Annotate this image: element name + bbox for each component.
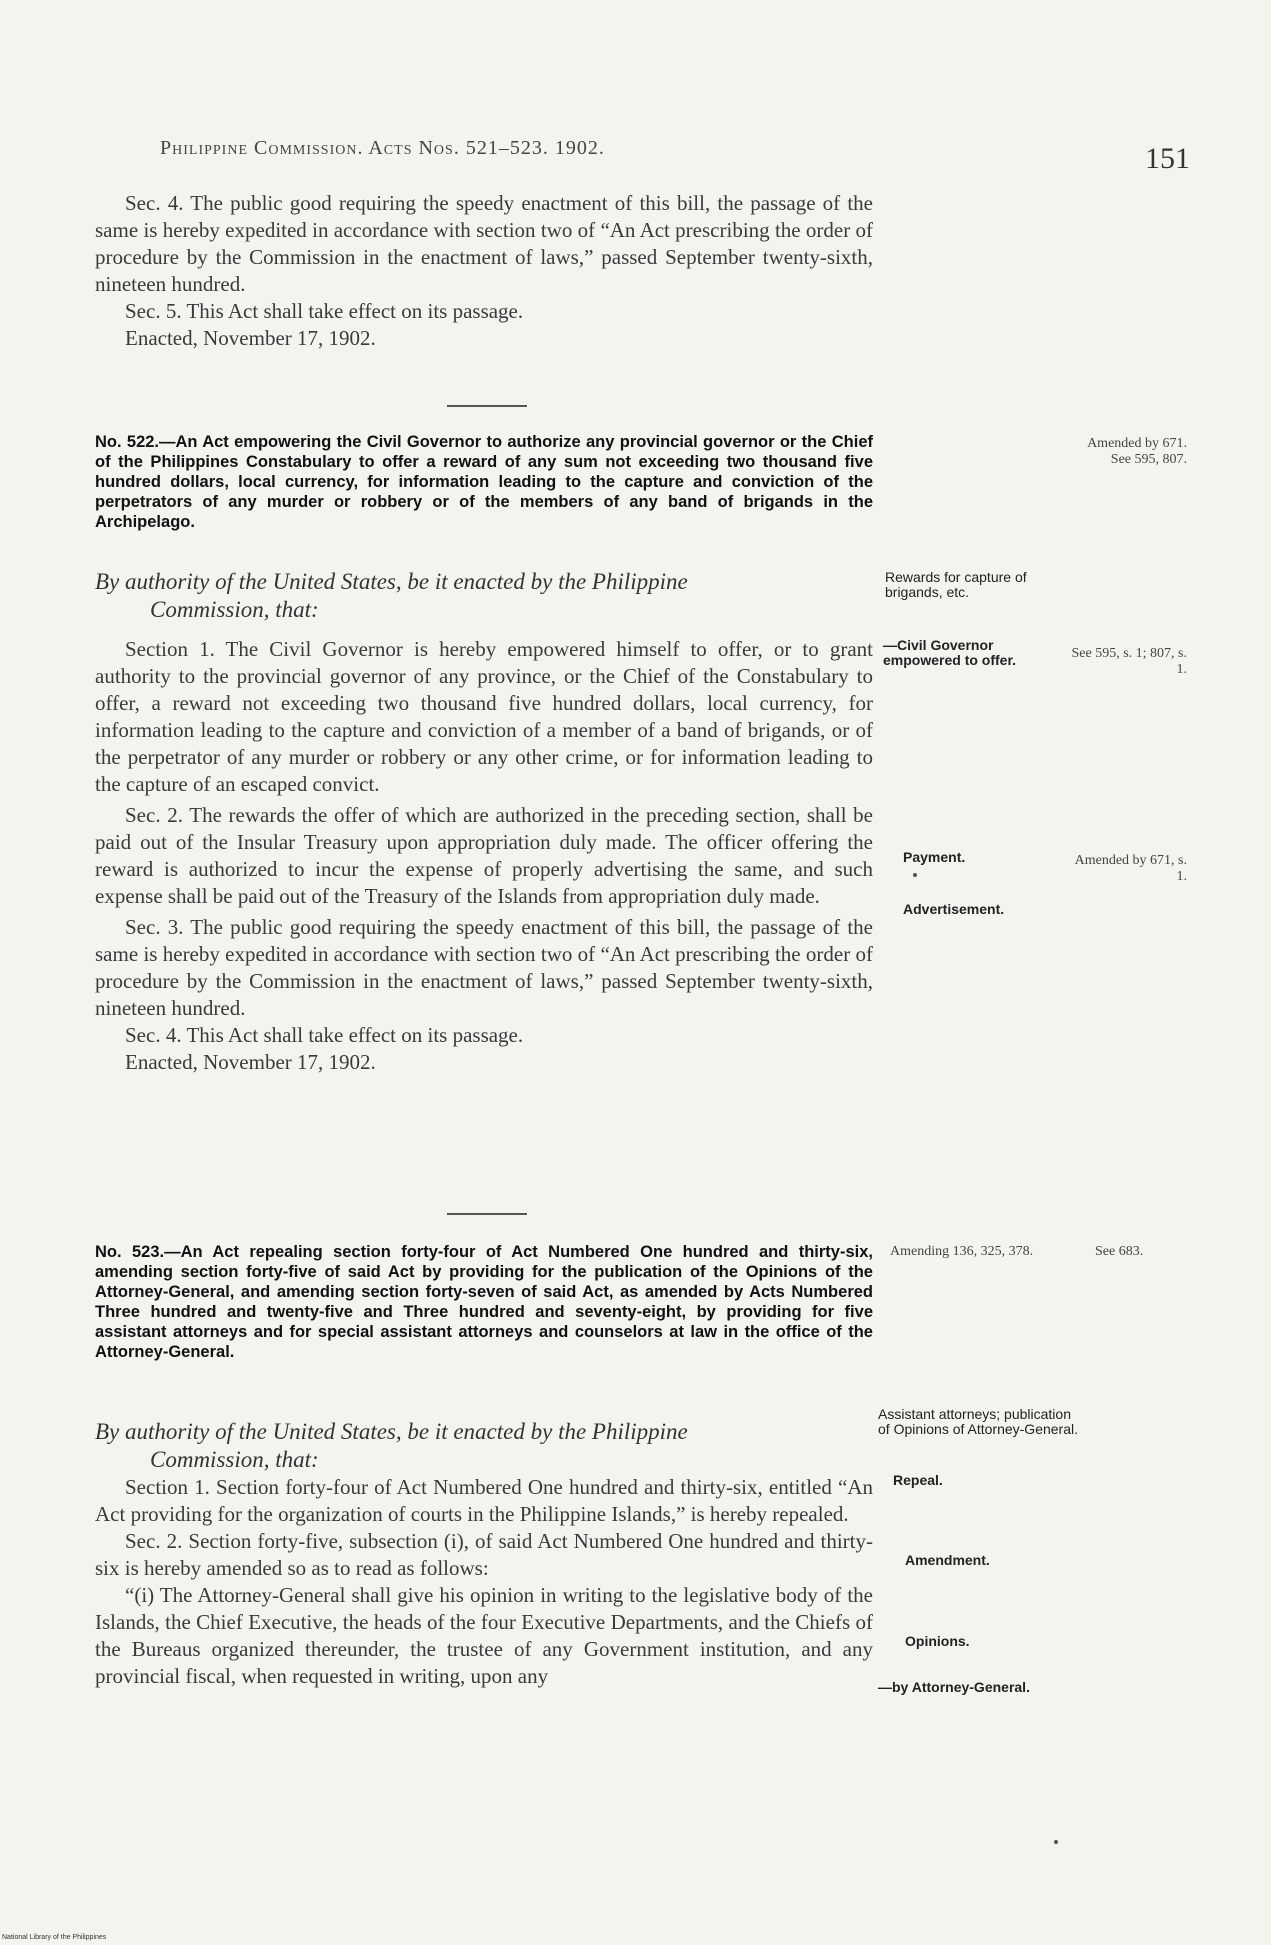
act-522-section-2: Sec. 2. The rewards the offer of which are authorized in the preceding section, shall be paid out of the Insular Treasury upon appropriation duly made. The officer offering the reward is authorized to incur the expense of properly advertising the same, and such expense shall be paid out of the Treasury of the Islands from appropriation duly made. <box>95 803 873 908</box>
act-521-tail <box>95 190 873 352</box>
enacting-line-1: By authority of the United States, be it enacted by the Philippine <box>95 569 688 594</box>
section-divider <box>447 405 527 407</box>
act-523-section-2: Sec. 2. Section forty-five, subsection (i), of said Act Numbered One hundred and thirty-six is hereby amended so as to read as follows: <box>95 1529 873 1580</box>
margin-note-amended-671-s1: Amended by 671, s. 1. <box>1074 853 1187 884</box>
margin-note-payment: Payment. <box>903 849 966 865</box>
margin-note-repeal: Repeal. <box>893 1472 943 1488</box>
margin-note-see-683: See 683. <box>1095 1244 1144 1259</box>
page-number: 151 <box>1145 142 1190 175</box>
margin-note-amendment: Amendment. <box>905 1552 990 1568</box>
margin-note-amending: Amending 136, 325, 378. <box>890 1244 1034 1259</box>
act-523-enacting-clause <box>95 1418 873 1474</box>
enacting-line-2: Commission, that: <box>150 597 319 622</box>
margin-note-see-595: See 595, s. 1; 807, s. 1. <box>1071 646 1187 677</box>
act-522-section-1: Section 1. The Civil Governor is hereby empowered himself to offer, or to grant authority to the provincial governor of any province, or the Chief of the Constabulary to offer, a reward not exceeding two thousand five hundred dollars, local currency, for information leading to the capture and conviction of a member of a band of brigands, or of the perpetrator of any murder or robbery or any other crime, or for information leading to the capture of an escaped convict. <box>95 637 873 796</box>
act-523-body <box>95 1474 873 1690</box>
enacting-line-2: Commission, that: <box>150 1447 319 1472</box>
margin-note-assistant-attorneys: Assistant attorneys; publication of Opinions of Attorney-General. <box>878 1406 1078 1437</box>
act-523-clause-i: “(i) The Attorney-General shall give his opinion in writing to the legislative body of the Islands, the Chief Executive, the heads of the four Executive Departments, and the Chiefs of the Bureaus organized thereunder, the trustee of any Government institution, and any provincial fiscal, when requested in writing, upon any <box>95 1583 873 1688</box>
margin-note-rewards: Rewards for capture of brigands, etc. <box>885 569 1027 600</box>
margin-note-amended-671: Amended by 671. See 595, 807. <box>1087 436 1187 467</box>
act-522-body <box>95 636 873 1076</box>
margin-note-civil-governor: —Civil Governor empowered to offer. <box>883 637 1017 668</box>
margin-note-advertisement: Advertisement. <box>903 901 1005 917</box>
enacting-line-1: By authority of the United States, be it enacted by the Philippine <box>95 1419 688 1444</box>
act-523-section-1: Section 1. Section forty-four of Act Numbered One hundred and thirty-six, entitled “An Act providing for the organization of courts in the Philippine Islands,” is hereby repealed. <box>95 1475 873 1526</box>
act-521-enacted: Enacted, November 17, 1902. <box>125 326 376 350</box>
act-522-enacting-clause <box>95 568 873 624</box>
act-522-section-4: Sec. 4. This Act shall take effect on its passage. <box>125 1023 524 1047</box>
running-head: Philippine Commission. Acts Nos. 521–523. 1902. <box>160 137 605 159</box>
ink-dot <box>913 873 917 877</box>
section-divider <box>447 1213 527 1215</box>
act-523-title: No. 523.—An Act repealing section forty-four of Act Numbered One hundred and thirty-six, amending section forty-five of said Act by providing for the publication of the Opinions of the Attorney-General, and amending section forty-seven of said Act, as amended by Acts Numbered Three hundred and twenty-five and Three hundred and seventy-eight, by providing for five assistant attorneys and for special assistant attorneys and counselors at law in the office of the Attorney-General. <box>95 1243 873 1361</box>
margin-note-opinions: Opinions. <box>905 1633 970 1649</box>
scan-footer: National Library of the Philippines <box>2 1934 107 1941</box>
act-522-enacted: Enacted, November 17, 1902. <box>125 1050 376 1074</box>
act-522-section-3: Sec. 3. The public good requiring the speedy enactment of this bill, the passage of the same is hereby expedited in accordance with section two of “An Act prescribing the order of procedure by the Commission in the enactment of laws,” passed September twenty-sixth, nineteen hundred. <box>95 915 873 1020</box>
ink-dot <box>1054 1840 1058 1844</box>
margin-note-by-attorney-general: —by Attorney-General. <box>878 1679 1030 1695</box>
act-522-title: No. 522.—An Act empowering the Civil Governor to authorize any provincial governor or the Chief of the Philippines Constabulary to offer a reward of any sum not exceeding two thousand five hundred dollars, local currency, for information leading to the capture and conviction of the perpetrators of any murder or robbery or of the members of any band of brigands in the Archipelago. <box>95 433 873 531</box>
act-521-section-5: Sec. 5. This Act shall take effect on its passage. <box>125 299 524 323</box>
act-521-section-4: Sec. 4. The public good requiring the speedy enactment of this bill, the passage of the same is hereby expedited in accordance with section two of “An Act prescribing the order of procedure by the Commission in the enactment of laws,” passed September twenty-sixth, nineteen hundred. <box>95 191 873 296</box>
